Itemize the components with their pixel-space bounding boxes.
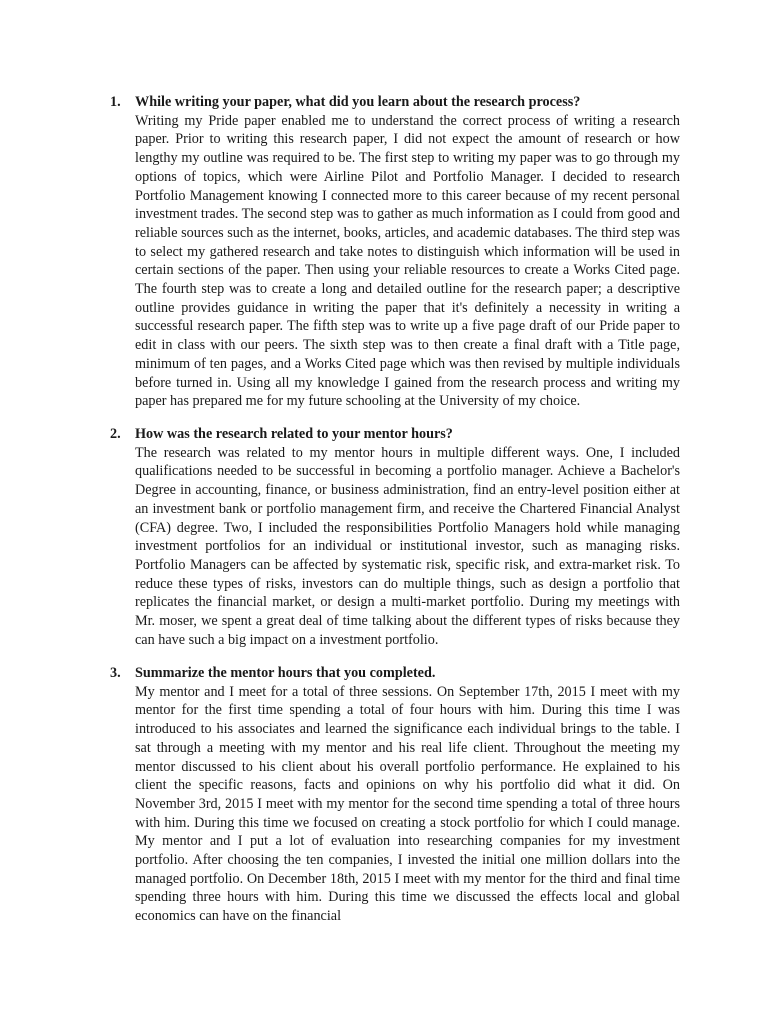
answer-paragraph-3: My mentor and I meet for a total of three sessions. On September 17th, 2015 I meet with my mentor for the first time spending a total of four hours with him. During this time I was introduced to his associates and learned the significance each individual brings to the table. I sat through a meeting with my mentor and his real life client. Throughout the meeting my mentor discussed to his client about his overall portfolio performance. He explained to his client the specific reasons, facts and opinions on why his portfolio did what it did. On November 3rd, 2015 I meet with my mentor for the second time spending a total of three hours with him. During this time we focused on creating a stock portfolio for which I could manage. My mentor and I put a lot of evaluation into researching companies for my investment portfolio. After choosing the ten companies, I invested the initial one million dollars into the managed portfolio. On December 18th, 2015 I meet with my mentor for the third and final time spending three hours with him. During this time we discussed the effects local and global economics can have on the financial <box>135 683 680 925</box>
question-text: Summarize the mentor hours that you completed. <box>135 665 436 681</box>
question-heading-1 <box>110 93 680 112</box>
answer-paragraph-2: The research was related to my mentor hours in multiple different ways. One, I included qualifications needed to be successful in becoming a portfolio manager. Achieve a Bachelor's Degree in accounting, finance, or business administration, find an entry-level position either at an investment bank or portfolio management firm, and receive the Chartered Financial Analyst (CFA) degree. Two, I included the responsibilities Portfolio Managers hold while managing investment portfolios for an individual or institutional investor, such as managing risks. Portfolio Managers can be affected by systematic risk, specific risk, and extra-market risk. To reduce these types of risks, investors can do multiple things, such as design a portfolio that replicates the financial market, or design a multi-market portfolio. During my meetings with Mr. moser, we spent a great deal of time talking about the different types of risks because they can have such a big impact on a investment portfolio. <box>135 444 680 648</box>
question-heading-2 <box>110 425 680 444</box>
question-block-2 <box>110 425 680 649</box>
question-number: 1. <box>110 94 121 110</box>
question-heading-3 <box>110 664 680 683</box>
question-number: 2. <box>110 426 121 442</box>
question-text: While writing your paper, what did you learn about the research process? <box>135 94 581 110</box>
question-block-1 <box>110 93 680 411</box>
question-block-3 <box>110 664 680 926</box>
answer-paragraph-1: Writing my Pride paper enabled me to understand the correct process of writing a research paper. Prior to writing this research paper, I did not expect the amount of research or how lengthy my outline was required to be. The first step to writing my paper was to go through my options of topics, which were Airline Pilot and Portfolio Manager. I decided to research Portfolio Management knowing I connected more to this career because of my recent personal investment trades. The second step was to gather as much information as I could from good and reliable sources such as the internet, books, articles, and academic databases. The third step was to select my gathered research and take notes to distinguish which information will be used in certain sections of the paper. Then using your reliable resources to create a Works Cited page. The fourth step was to create a long and detailed outline for the research paper; a descriptive outline provides guidance in writing the paper that it's definitely a necessity in writing a successful research paper. The fifth step was to write up a five page draft of our Pride paper to edit in class with our peers. The sixth step was to then create a final draft with a Title page, minimum of ten pages, and a Works Cited page which was then revised by multiple individuals before turned in. Using all my knowledge I gained from the research process and writing my paper has prepared me for my future schooling at the University of my choice. <box>135 112 680 410</box>
question-text: How was the research related to your mentor hours? <box>135 426 453 442</box>
question-number: 3. <box>110 665 121 681</box>
